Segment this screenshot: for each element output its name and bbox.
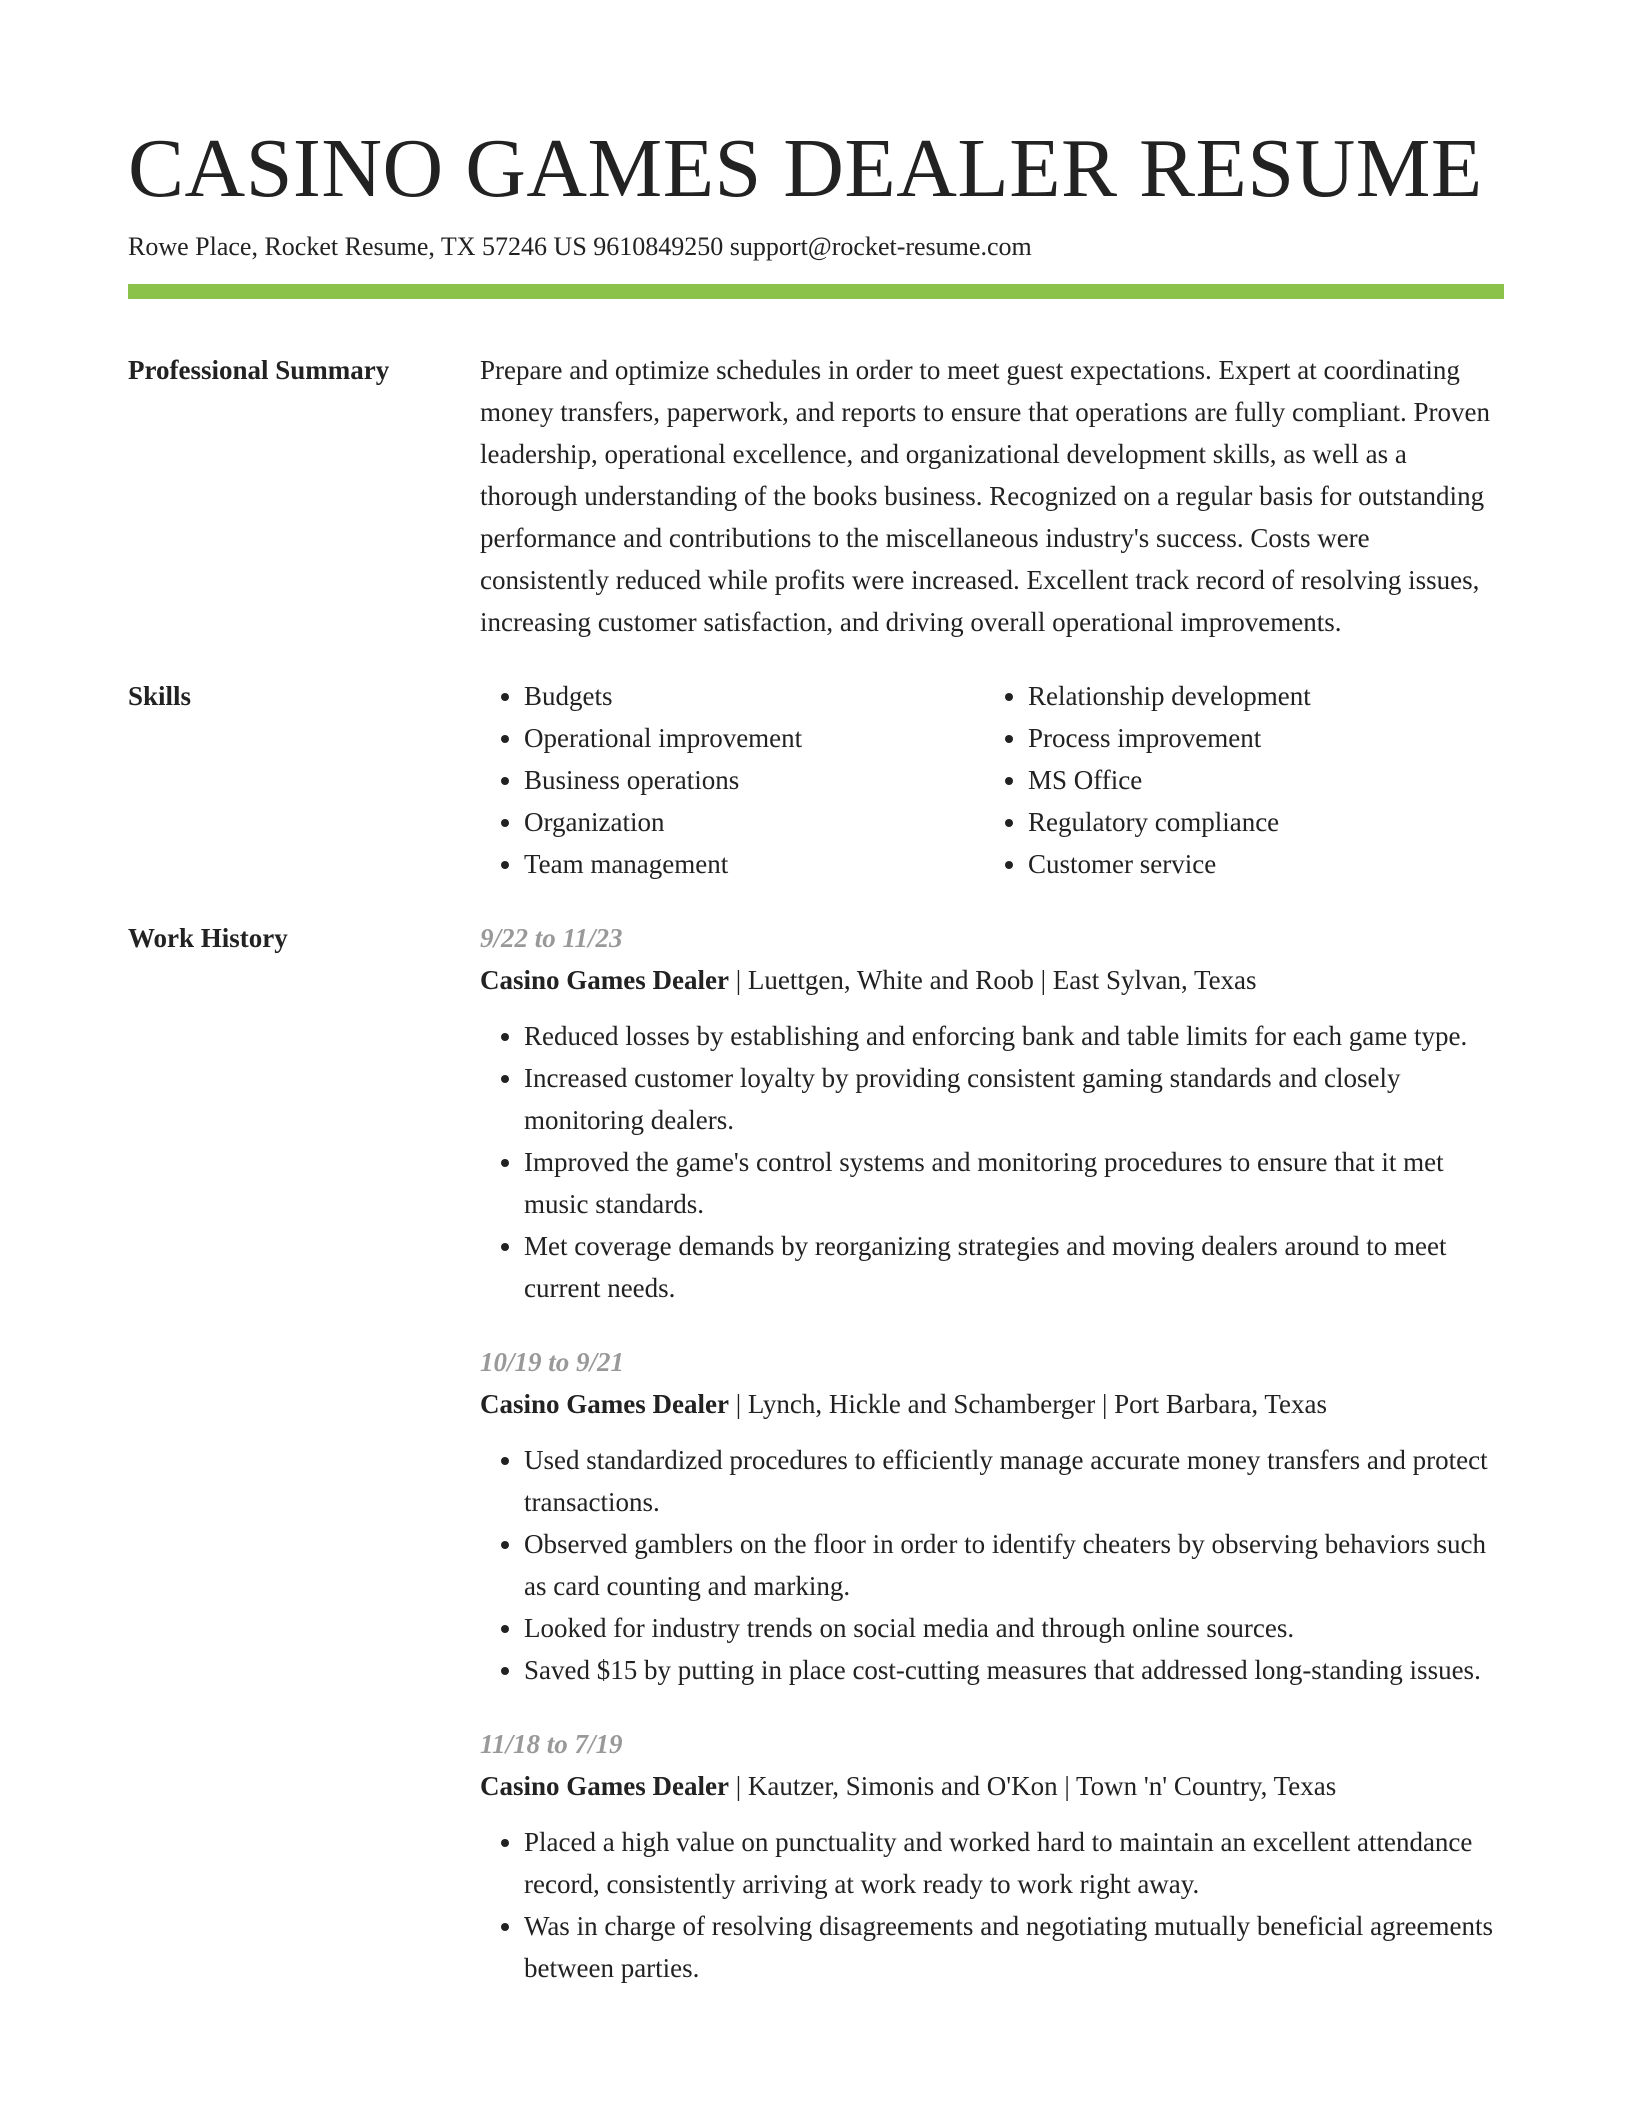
job-bullet: • Improved the game's control systems and monitoring procedures to ensure that it met music standards. [524, 1141, 1504, 1225]
job-bullet: • Met coverage demands by reorganizing strategies and moving dealers around to meet current needs. [524, 1225, 1504, 1309]
skills-section [128, 675, 1504, 885]
job-bullet: • Looked for industry trends on social media and through online sources. [524, 1607, 1504, 1649]
job-dates: 9/22 to 11/23 [480, 923, 623, 953]
job-bullet: • Saved $15 by putting in place cost-cutting measures that addressed long-standing issues. [524, 1649, 1504, 1691]
contact-info: Rowe Place, Rocket Resume, TX 57246 US 9610849250 support@rocket-resume.com [128, 232, 1032, 261]
skill-item: • Budgets [524, 675, 984, 717]
job-dates: 10/19 to 9/21 [480, 1347, 625, 1377]
header-accent-bar [128, 284, 1504, 299]
job-entry [480, 1723, 1504, 1989]
skills-grid [480, 675, 1504, 885]
skill-item: • Team management [524, 843, 984, 885]
job-entry [480, 1341, 1504, 1691]
job-dates: 11/18 to 7/19 [480, 1729, 623, 1759]
job-bullet: • Used standardized procedures to efficiently manage accurate money transfers and protect transactions. [524, 1439, 1504, 1523]
skill-item: • Operational improvement [524, 717, 984, 759]
section-label: Professional Summary [128, 355, 390, 385]
job-header [480, 959, 1504, 1001]
work-history-section [128, 917, 1504, 2021]
job-bullets [480, 1821, 1504, 1989]
skills-list-left [480, 675, 984, 885]
job-title: Casino Games Dealer [480, 1771, 729, 1801]
summary-text: Prepare and optimize schedules in order to meet guest expectations. Expert at coordinating money transfers, paperwork, and reports to ensure that operations are fully compliant. Proven leadership, operational excellence, and organizational development skills, as well as a thorough understanding of the books business. Recognized on a regular basis for outstanding performance and contributions to the miscellaneous industry's success. Costs were consistently reduced while profits were increased. Excellent track record of resolving issues, increasing customer satisfaction, and driving overall operational improvements. [480, 355, 1490, 637]
job-details: | Kautzer, Simonis and O'Kon | Town 'n' Country, Texas [728, 1771, 1337, 1801]
job-title: Casino Games Dealer [480, 1389, 729, 1419]
job-bullet: • Placed a high value on punctuality and worked hard to maintain an excellent attendance record, consistently arriving at work ready to work right away. [524, 1821, 1504, 1905]
section-label: Work History [128, 923, 288, 953]
professional-summary-section [128, 349, 1504, 643]
job-bullets [480, 1015, 1504, 1309]
skill-item: • Customer service [1028, 843, 1504, 885]
job-bullet: • Was in charge of resolving disagreements and negotiating mutually beneficial agreements between parties. [524, 1905, 1504, 1989]
job-entry [480, 917, 1504, 1309]
job-header [480, 1765, 1504, 1807]
job-header [480, 1383, 1504, 1425]
skill-item: • Process improvement [1028, 717, 1504, 759]
section-label: Skills [128, 681, 192, 711]
skill-item: • MS Office [1028, 759, 1504, 801]
job-bullets [480, 1439, 1504, 1691]
job-title: Casino Games Dealer [480, 965, 729, 995]
skill-item: • Business operations [524, 759, 984, 801]
job-details: | Lynch, Hickle and Schamberger | Port Barbara, Texas [728, 1389, 1327, 1419]
resume-page [128, 0, 1504, 2021]
skill-item: • Organization [524, 801, 984, 843]
job-bullet: • Reduced losses by establishing and enforcing bank and table limits for each game type. [524, 1015, 1504, 1057]
job-bullet: • Observed gamblers on the floor in order to identify cheaters by observing behaviors such as card counting and marking. [524, 1523, 1504, 1607]
job-details: | Luettgen, White and Roob | East Sylvan, Texas [728, 965, 1257, 995]
skill-item: • Relationship development [1028, 675, 1504, 717]
skills-list-right [984, 675, 1504, 885]
resume-title: CASINO GAMES DEALER RESUME [128, 122, 1483, 215]
job-bullet: • Increased customer loyalty by providing consistent gaming standards and closely monitoring dealers. [524, 1057, 1504, 1141]
skill-item: • Regulatory compliance [1028, 801, 1504, 843]
